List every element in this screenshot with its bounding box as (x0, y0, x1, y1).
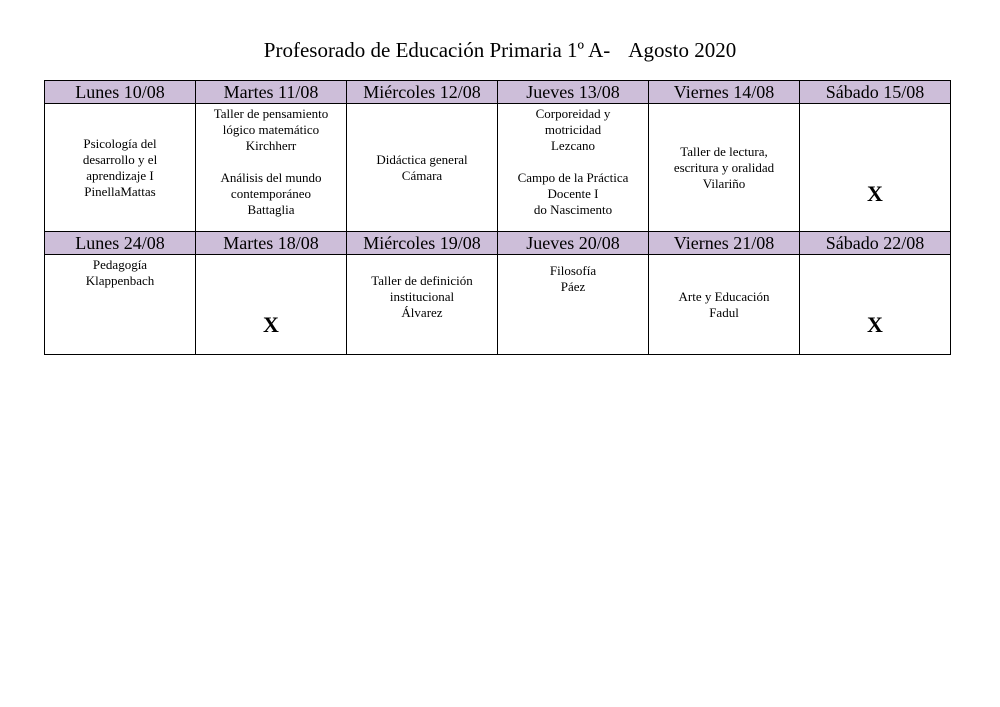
subject-line: Campo de la Práctica (517, 170, 629, 185)
day-header: Lunes 10/08 (45, 81, 196, 104)
schedule-cell-mon-24 (45, 255, 196, 355)
subject-line: Didáctica general (376, 151, 468, 167)
schedule-cell-mon-10 (45, 104, 196, 232)
subject-line: lógico matemático (222, 122, 320, 137)
subject-line: contemporáneo (230, 186, 312, 201)
schedule-cell-tue-11 (196, 104, 347, 232)
schedule-cell-sat-22 (800, 255, 951, 355)
subject-line: Docente I (547, 186, 599, 201)
teacher-name: Fadul (709, 304, 739, 320)
no-class-mark: X (867, 311, 883, 337)
subject-line: escritura y oralidad (673, 159, 775, 175)
teacher-name: Vilariño (702, 175, 746, 191)
no-class-mark: X (867, 180, 883, 206)
subject-line: Filosofía (549, 263, 597, 278)
teacher-name: Álvarez (401, 305, 443, 320)
day-header: Jueves 13/08 (498, 81, 649, 104)
day-header: Martes 11/08 (196, 81, 347, 104)
subject-line: Arte y Educación (678, 288, 770, 304)
schedule-cell-thu-13 (498, 104, 649, 232)
teacher-name: Klappenbach (85, 273, 155, 288)
day-header: Miércoles 12/08 (347, 81, 498, 104)
subject-line: Pedagogía (92, 257, 148, 272)
day-header: Sábado 22/08 (800, 232, 951, 255)
subject-line: Análisis del mundo (220, 170, 322, 185)
week-2-content-row (45, 255, 951, 355)
day-header: Jueves 20/08 (498, 232, 649, 255)
week-1-content-row (45, 104, 951, 232)
schedule-cell-tue-18 (196, 255, 347, 355)
schedule-cell-sat-15 (800, 104, 951, 232)
schedule-cell-wed-12 (347, 104, 498, 232)
title-period: Agosto 2020 (628, 38, 737, 62)
day-header: Viernes 21/08 (649, 232, 800, 255)
schedule-cell-fri-14 (649, 104, 800, 232)
subject-line: desarrollo y el (82, 151, 158, 167)
subject-line: institucional (389, 289, 455, 304)
teacher-name: Kirchherr (245, 138, 297, 153)
teacher-name: Cámara (401, 167, 443, 183)
teacher-name: Páez (560, 279, 586, 294)
subject-line: aprendizaje I (86, 167, 154, 183)
day-header: Sábado 15/08 (800, 81, 951, 104)
week-2-header-row (45, 232, 951, 255)
subject-line: motricidad (544, 122, 602, 137)
schedule-cell-wed-19 (347, 255, 498, 355)
schedule-cell-thu-20 (498, 255, 649, 355)
teacher-name: Battaglia (247, 202, 295, 217)
subject-line: Taller de lectura, (680, 143, 768, 159)
day-header: Viernes 14/08 (649, 81, 800, 104)
day-header: Miércoles 19/08 (347, 232, 498, 255)
subject-line: Taller de pensamiento (213, 106, 329, 121)
subject-line: Corporeidad y (535, 106, 611, 121)
teacher-name: PinellaMattas (84, 183, 156, 199)
schedule-cell-fri-21 (649, 255, 800, 355)
schedule-table (44, 80, 951, 355)
page-title (0, 38, 1000, 63)
title-program: Profesorado de Educación Primaria 1º A- (263, 38, 611, 62)
day-header: Martes 18/08 (196, 232, 347, 255)
day-header: Lunes 24/08 (45, 232, 196, 255)
no-class-mark: X (263, 311, 279, 337)
week-1-header-row (45, 81, 951, 104)
subject-line: Psicología del (83, 135, 157, 151)
teacher-name: do Nascimento (533, 202, 613, 217)
teacher-name: Lezcano (550, 138, 596, 153)
subject-line: Taller de definición (371, 273, 473, 288)
